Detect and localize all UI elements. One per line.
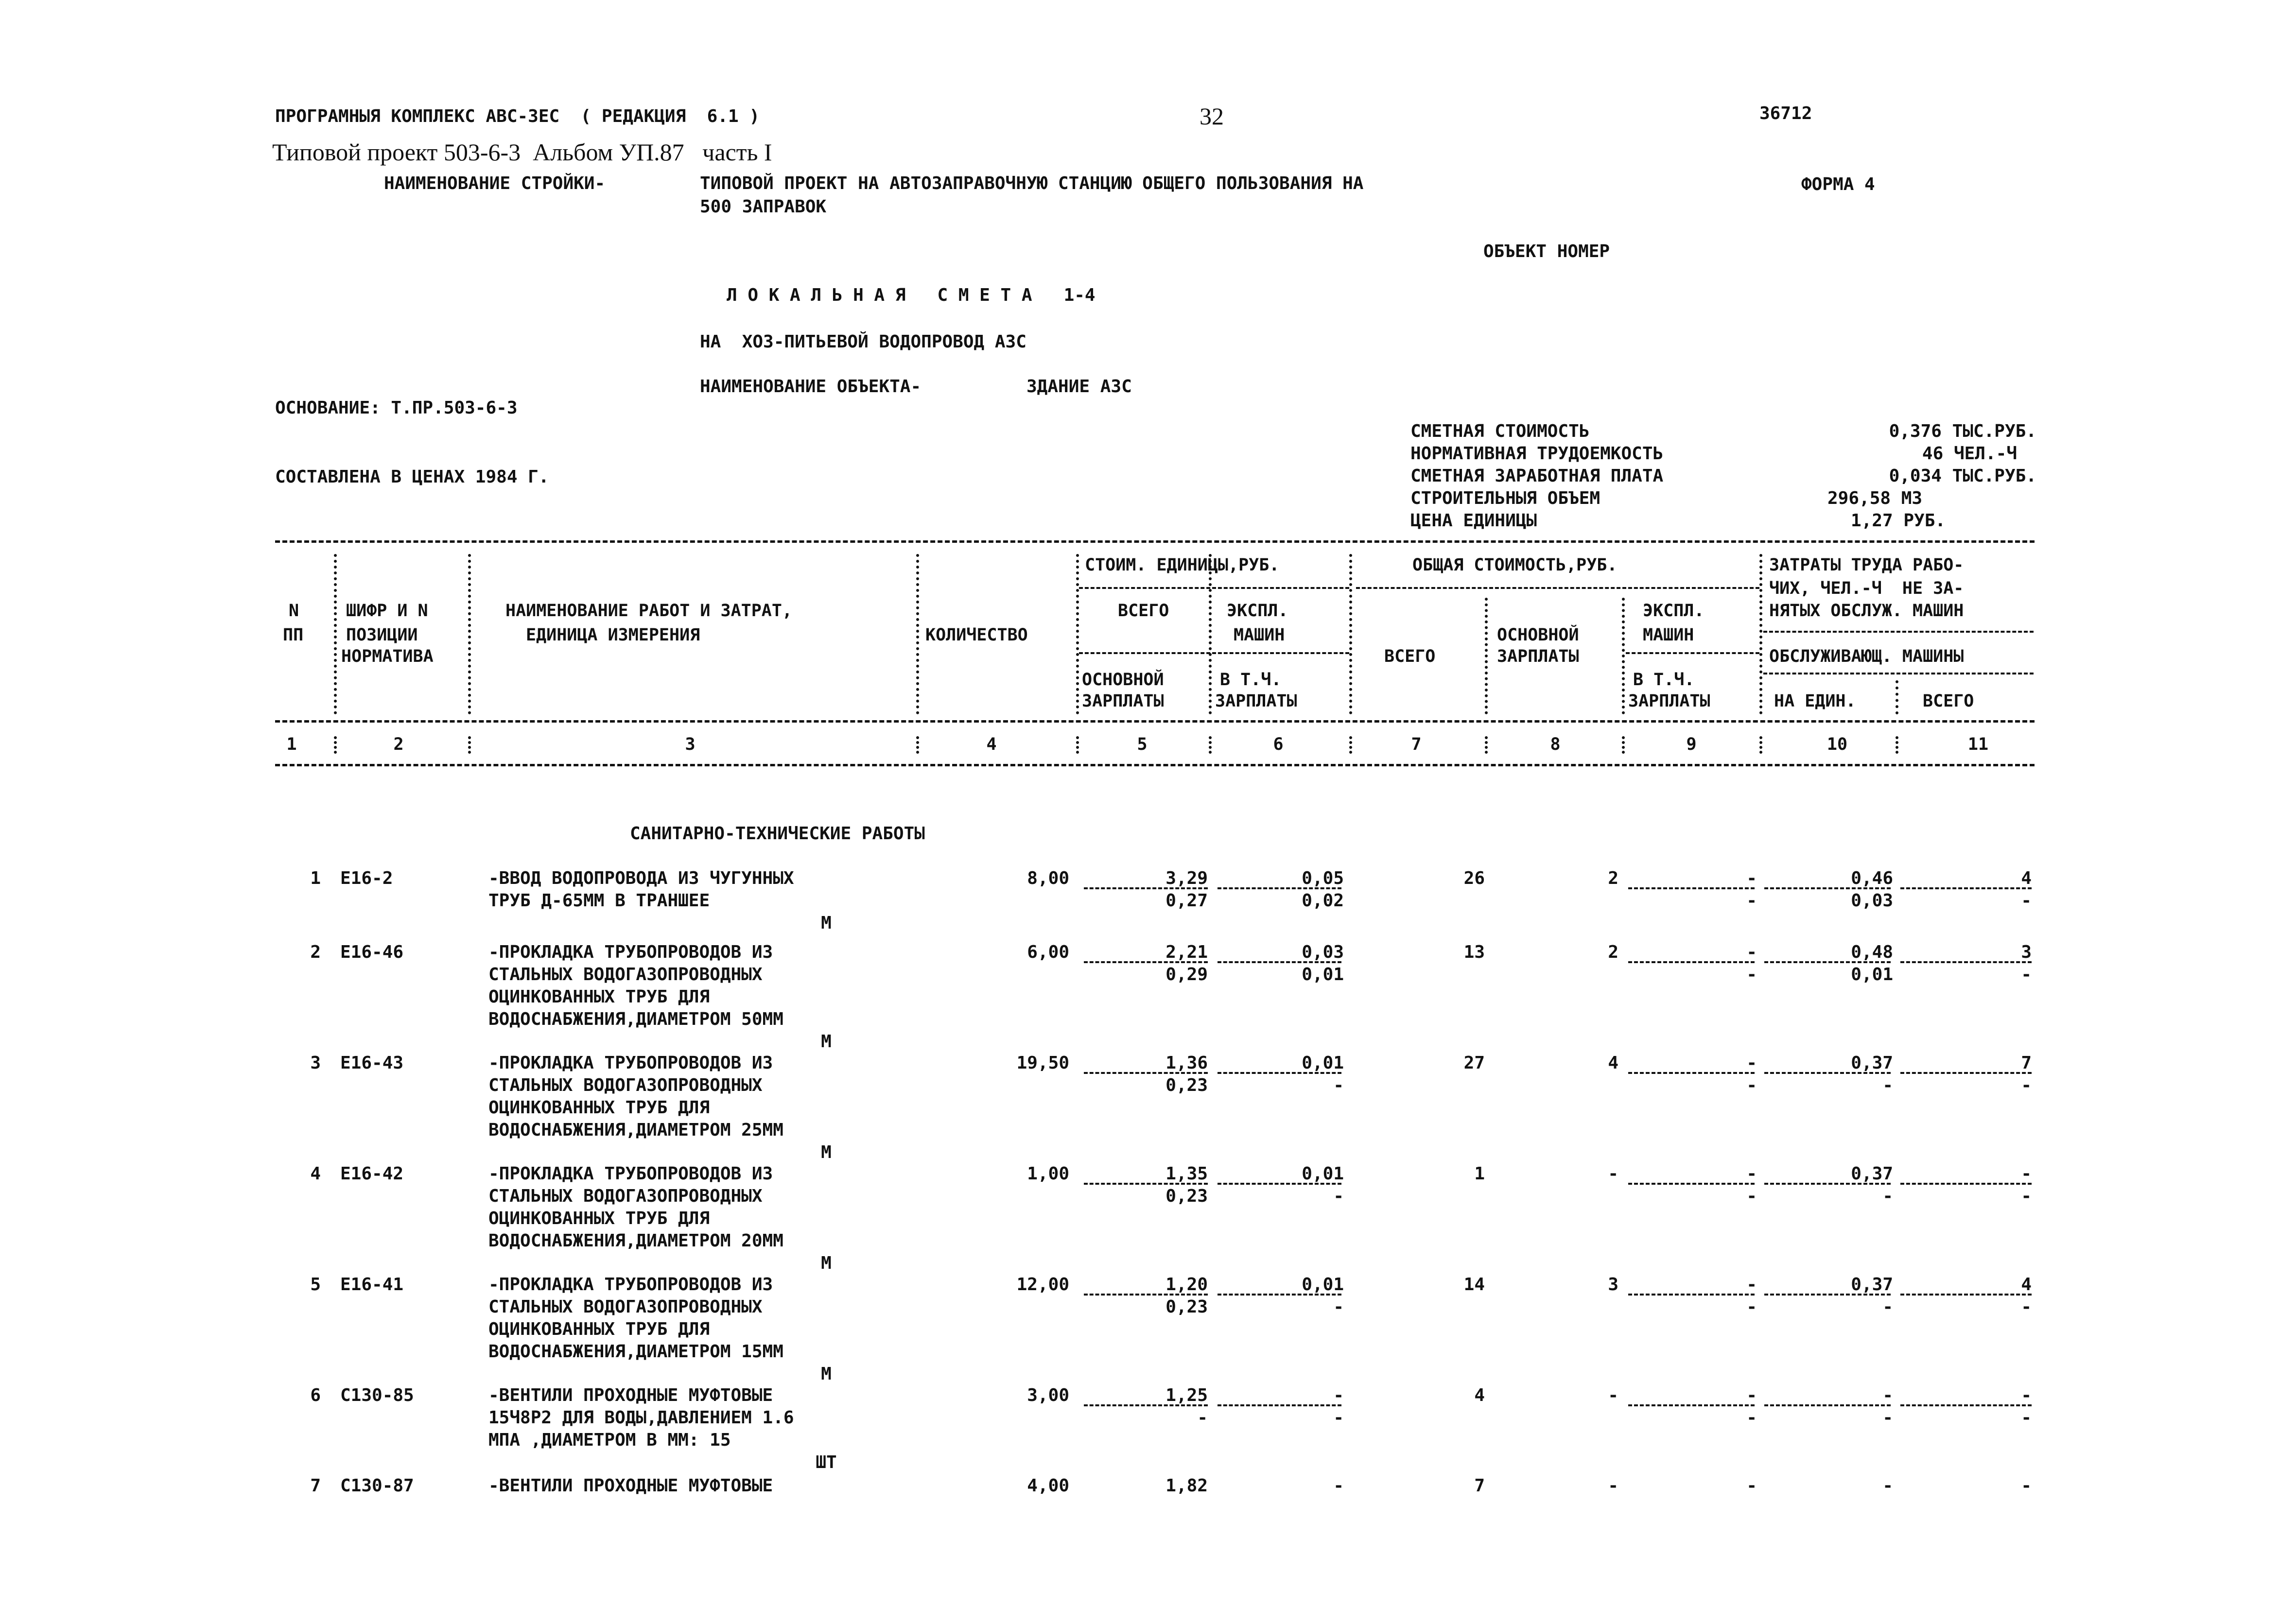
row-name-line: -ПРОКЛАДКА ТРУБОПРОВОДОВ ИЗ [488,942,773,962]
row-number: 2 [310,942,321,962]
summary-label: СТРОИТЕЛЬНЫЯ ОБЪЕМ [1410,488,1600,508]
row-unit: М [821,1253,832,1273]
cell-divider-rule [1218,961,1341,963]
row-name-line: СТАЛЬНЫХ ВОДОГАЗОПРОВОДНЫХ [488,1297,763,1317]
row-unit-total: 1,20 [1165,1275,1208,1295]
row-labor-total: 4 [2021,1275,2032,1295]
header-inner-rule [1356,587,1759,589]
col-n-label: N [289,601,299,621]
cell-divider-rule [1900,1404,2032,1406]
program-name: ПРОГРАМНЫЯ КОМПЛЕКС АВС-ЗЕС ( РЕДАКЦИЯ 6.1 ) [275,106,760,126]
row-name-line: ТРУБ Д-65ММ В ТРАНШЕЕ [488,891,710,911]
row-total-mach: - [1746,1164,1757,1184]
cell-divider-rule [1628,1183,1755,1185]
row-unit-mach: 0,01 [1302,1053,1344,1073]
col-number: 5 [1137,735,1148,754]
col-separator [1076,554,1079,714]
cell-divider-rule [1218,1183,1341,1185]
row-total: 7 [1474,1476,1485,1496]
row-code: С130-87 [340,1476,414,1496]
col-code-label: ПОЗИЦИИ [346,625,418,645]
row-unit-mach: - [1333,1476,1344,1496]
row-quantity: 1,00 [1027,1164,1069,1184]
row-quantity: 19,50 [1016,1053,1069,1073]
row-total-wage: 3 [1608,1275,1618,1295]
col-number: 4 [986,735,997,754]
cell-divider-rule [1900,1294,2032,1296]
row-unit-total: 1,36 [1165,1053,1208,1073]
document-number: 36712 [1759,104,1812,123]
cell-divider-rule [1764,961,1891,963]
cell-divider-rule [1900,961,2032,963]
col-number: 6 [1273,735,1284,754]
row-unit-incl: - [1333,1186,1344,1206]
row-quantity: 4,00 [1027,1476,1069,1496]
row-unit-mach: 0,05 [1302,868,1344,888]
row-unit: ШТ [816,1452,837,1472]
estimate-subtitle: НА ХОЗ-ПИТЬЕВОЙ ВОДОПРОВОД АЗС [700,332,1026,352]
row-unit-mach: 0,01 [1302,1164,1344,1184]
cell-divider-rule [1084,1183,1208,1185]
row-name-line: -ВЕНТИЛИ ПРОХОДНЫЕ МУФТОВЫЕ [488,1385,773,1405]
row-labor-service-total: - [2021,1186,2032,1206]
row-total-mach: - [1746,1385,1757,1405]
row-unit-incl: - [1333,1075,1344,1095]
header-inner-rule [1763,631,2034,633]
row-labor-total: - [2021,1164,2032,1184]
col-labor-service-label: ОБСЛУЖИВАЮЩ. МАШИНЫ [1769,647,1964,666]
row-unit-incl: 0,02 [1302,891,1344,911]
row-total-mach: - [1746,868,1757,888]
summary-label: ЦЕНА ЕДИНИЦЫ [1410,511,1537,531]
row-code: С130-85 [340,1385,414,1405]
row-name-line: ВОДОСНАБЖЕНИЯ,ДИАМЕТРОМ 15ММ [488,1342,783,1362]
col-separator [1896,736,1898,754]
row-name-line: ОЦИНКОВАННЫХ ТРУБ ДЛЯ [488,1319,710,1339]
col-total-mach-label: ЭКСПЛ. [1643,601,1705,621]
cell-divider-rule [1764,1072,1891,1074]
header-mid-rule [275,720,2035,723]
row-labor-service-per-unit: 0,03 [1851,891,1893,911]
row-name-line: -ПРОКЛАДКА ТРУБОПРОВОДОВ ИЗ [488,1053,773,1073]
row-total-incl: - [1746,891,1757,911]
row-code: Е16-2 [340,868,393,888]
row-name-line: 15Ч8Р2 ДЛЯ ВОДЫ,ДАВЛЕНИЕМ 1.6 [488,1408,794,1428]
cell-divider-rule [1084,1072,1208,1074]
col-number: 3 [685,735,696,754]
row-total: 13 [1463,942,1485,962]
col-separator [1622,598,1625,714]
row-unit-incl: - [1333,1297,1344,1317]
col-separator [916,736,919,754]
price-level: СОСТАВЛЕНА В ЦЕНАХ 1984 Г. [275,467,549,487]
cell-divider-rule [1764,887,1891,889]
row-number: 4 [310,1164,321,1184]
summary-label: СМЕТНАЯ СТОИМОСТЬ [1410,421,1590,441]
row-total-wage: 2 [1608,868,1618,888]
col-labor-label: ЧИХ, ЧЕЛ.-Ч НЕ ЗА- [1769,579,1964,598]
col-total-cost-label: ОБЩАЯ СТОИМОСТЬ,РУБ. [1412,555,1618,575]
cell-divider-rule [1900,1183,2032,1185]
col-number: 7 [1411,735,1422,754]
row-unit: М [821,1364,832,1384]
row-total-wage: 4 [1608,1053,1618,1073]
summary-value: 46 ЧЕЛ.-Ч [1922,444,2017,464]
row-unit-total: 1,82 [1165,1476,1208,1496]
summary-value: 296,58 МЗ [1827,488,1923,508]
row-unit-total: 1,25 [1165,1385,1208,1405]
col-separator [1076,736,1079,754]
cell-divider-rule [1764,1294,1891,1296]
row-total-incl: - [1746,1408,1757,1428]
col-separator [1485,598,1488,714]
row-total-incl: - [1746,1297,1757,1317]
col-unit-cost-label: СТОИМ. ЕДИНИЦЫ,РУБ. [1085,555,1280,575]
row-unit-wage: 0,23 [1165,1297,1208,1317]
col-number: 9 [1686,735,1697,754]
row-labor-service-total: - [2021,965,2032,985]
row-labor-per-unit: - [1882,1476,1893,1496]
construction-label: НАИМЕНОВАНИЕ СТРОЙКИ- [384,173,606,193]
object-label: НАИМЕНОВАНИЕ ОБЪЕКТА- [700,377,922,397]
row-labor-service-total: - [2021,891,2032,911]
estimate-title: Л О К А Л Ь Н А Я С М Е Т А 1-4 [727,285,1096,305]
row-number: 7 [310,1476,321,1496]
row-name-line: ОЦИНКОВАННЫХ ТРУБ ДЛЯ [488,987,710,1007]
col-separator [1209,736,1212,754]
row-name-line: -ПРОКЛАДКА ТРУБОПРОВОДОВ ИЗ [488,1164,773,1184]
row-unit-wage: - [1197,1408,1208,1428]
row-labor-service-per-unit: - [1882,1408,1893,1428]
header-inner-rule [1763,673,2034,674]
cell-divider-rule [1628,1072,1755,1074]
col-separator [1759,554,1762,714]
row-total-incl: - [1746,1186,1757,1206]
cell-divider-rule [1764,1404,1891,1406]
row-code: Е16-41 [340,1275,404,1295]
col-separator [916,554,919,714]
summary-label: СМЕТНАЯ ЗАРАБОТНАЯ ПЛАТА [1410,466,1664,486]
col-labor-label: ЗАТРАТЫ ТРУДА РАБО- [1769,555,1964,575]
row-labor-service-total: - [2021,1297,2032,1317]
row-total: 1 [1474,1164,1485,1184]
row-total-wage: - [1608,1476,1618,1496]
cell-divider-rule [1084,887,1208,889]
row-name-line: -ВВОД ВОДОПРОВОДА ИЗ ЧУГУННЫХ [488,868,794,888]
construction-name-line-1: ТИПОВОЙ ПРОЕКТ НА АВТОЗАПРАВОЧНУЮ СТАНЦИЮ ОБЩЕГО ПОЛЬЗОВАНИЯ НА [700,173,1364,193]
object-name: ЗДАНИЕ АЗС [1026,377,1132,397]
row-total-wage: 2 [1608,942,1618,962]
row-name-line: МПА ,ДИАМЕТРОМ В ММ: 15 [488,1430,731,1450]
row-name-line: ВОДОСНАБЖЕНИЯ,ДИАМЕТРОМ 25ММ [488,1120,783,1140]
row-unit: М [821,1142,832,1162]
col-unit-total-label: ВСЕГО [1118,601,1169,621]
row-labor-total: 7 [2021,1053,2032,1073]
summary-label: НОРМАТИВНАЯ ТРУДОЕМКОСТЬ [1410,444,1664,464]
row-code: Е16-43 [340,1053,404,1073]
row-unit-total: 1,35 [1165,1164,1208,1184]
header-bottom-rule [275,764,2035,766]
row-name-line: СТАЛЬНЫХ ВОДОГАЗОПРОВОДНЫХ [488,1186,763,1206]
col-total-wage-label: ОСНОВНОЙ [1497,625,1579,645]
object-number-label: ОБЪЕКТ НОМЕР [1483,242,1610,261]
row-labor-service-per-unit: - [1882,1186,1893,1206]
row-total-mach: - [1746,1053,1757,1073]
header-inner-rule [1626,652,1759,654]
cell-divider-rule [1218,1404,1341,1406]
row-quantity: 12,00 [1016,1275,1069,1295]
row-total-wage: - [1608,1164,1618,1184]
row-total-incl: - [1746,1075,1757,1095]
header-inner-rule [1079,587,1349,589]
row-total-wage: - [1608,1385,1618,1405]
row-unit: М [821,913,832,933]
col-unit-mach-label: МАШИН [1234,625,1285,645]
col-number: 11 [1967,735,1989,754]
summary-value: 0,034 ТЫС.РУБ. [1889,466,2036,486]
col-unit-wage-label: ЗАРПЛАТЫ [1082,691,1164,711]
row-labor-per-unit: 0,37 [1851,1275,1893,1295]
row-unit-wage: 0,27 [1165,891,1208,911]
row-unit-wage: 0,23 [1165,1075,1208,1095]
row-total: 14 [1463,1275,1485,1295]
col-total-wage-label: ЗАРПЛАТЫ [1497,647,1579,666]
row-name-line: СТАЛЬНЫХ ВОДОГАЗОПРОВОДНЫХ [488,1075,763,1095]
cell-divider-rule [1628,887,1755,889]
page-number: 32 [1200,103,1224,130]
row-unit: М [821,1032,832,1052]
row-total-mach: - [1746,1476,1757,1496]
col-total-incl-label: ЗАРПЛАТЫ [1628,691,1710,711]
col-separator [334,736,337,754]
col-separator [1896,680,1898,714]
col-per-unit-label: НА ЕДИН. [1774,691,1856,711]
cell-divider-rule [1084,1294,1208,1296]
col-qty-label: КОЛИЧЕСТВО [925,625,1028,645]
cell-divider-rule [1218,1294,1341,1296]
col-unit-mach-label: ЭКСПЛ. [1227,601,1288,621]
construction-name-line-2: 500 ЗАПРАВОК [700,197,827,217]
row-total: 26 [1463,868,1485,888]
row-quantity: 6,00 [1027,942,1069,962]
row-total-mach: - [1746,1275,1757,1295]
row-unit-incl: 0,01 [1302,965,1344,985]
col-pp-label: ПП [283,625,304,645]
cell-divider-rule [1628,961,1755,963]
row-labor-service-per-unit: 0,01 [1851,965,1893,985]
col-unit-wage-label: ОСНОВНОЙ [1082,670,1164,690]
cell-divider-rule [1084,961,1208,963]
col-name-label: ЕДИНИЦА ИЗМЕРЕНИЯ [526,625,700,645]
col-code-label: ШИФР И N [346,601,428,621]
col-total-all-label: ВСЕГО [1384,647,1436,666]
row-unit-incl: - [1333,1408,1344,1428]
col-separator [468,554,471,714]
row-labor-per-unit: - [1882,1385,1893,1405]
basis: ОСНОВАНИЕ: Т.ПР.503-6-3 [275,398,518,418]
row-name-line: ОЦИНКОВАННЫХ ТРУБ ДЛЯ [488,1209,710,1228]
col-number: 1 [286,735,297,754]
row-total: 4 [1474,1385,1485,1405]
row-labor-service-total: - [2021,1408,2032,1428]
col-number: 8 [1550,735,1561,754]
row-unit-mach: - [1333,1385,1344,1405]
row-number: 1 [310,868,321,888]
col-separator [1209,554,1212,714]
header-top-rule [275,540,2035,543]
row-unit-mach: 0,01 [1302,1275,1344,1295]
row-name-line: ВОДОСНАБЖЕНИЯ,ДИАМЕТРОМ 20ММ [488,1231,783,1251]
col-separator [1349,736,1352,754]
row-name-line: СТАЛЬНЫХ ВОДОГАЗОПРОВОДНЫХ [488,965,763,985]
col-labor-label: НЯТЫХ ОБСЛУЖ. МАШИН [1769,601,1964,621]
row-labor-service-per-unit: - [1882,1297,1893,1317]
summary-value: 1,27 РУБ. [1851,511,1946,531]
cell-divider-rule [1900,887,2032,889]
col-separator [334,554,337,714]
col-number: 10 [1826,735,1848,754]
col-name-label: НАИМЕНОВАНИЕ РАБОТ И ЗАТРАТ, [505,601,793,621]
col-total-incl-label: В Т.Ч. [1633,670,1695,690]
col-unit-incl-label: ЗАРПЛАТЫ [1215,691,1297,711]
row-name-line: -ПРОКЛАДКА ТРУБОПРОВОДОВ ИЗ [488,1275,773,1295]
cell-divider-rule [1628,1404,1755,1406]
col-separator [468,736,471,754]
row-unit-wage: 0,29 [1165,965,1208,985]
cell-divider-rule [1218,1072,1341,1074]
header-inner-rule [1079,652,1349,654]
row-name-line: -ВЕНТИЛИ ПРОХОДНЫЕ МУФТОВЫЕ [488,1476,773,1496]
col-number: 2 [393,735,404,754]
row-code: Е16-46 [340,942,404,962]
row-number: 5 [310,1275,321,1295]
row-name-line: ВОДОСНАБЖЕНИЯ,ДИАМЕТРОМ 50ММ [488,1009,783,1029]
project-line: Типовой проект 503-6-3 Альбом УП.87 часть I [272,138,772,166]
row-name-line: ОЦИНКОВАННЫХ ТРУБ ДЛЯ [488,1098,710,1118]
col-labor-total-label: ВСЕГО [1923,691,1974,711]
row-labor-service-total: - [2021,1075,2032,1095]
row-total: 27 [1463,1053,1485,1073]
cell-divider-rule [1628,1294,1755,1296]
row-unit-wage: 0,23 [1165,1186,1208,1206]
row-number: 3 [310,1053,321,1073]
col-total-mach-label: МАШИН [1643,625,1694,645]
row-labor-per-unit: 0,46 [1851,868,1893,888]
row-labor-per-unit: 0,48 [1851,942,1893,962]
summary-value: 0,376 ТЫС.РУБ. [1889,421,2036,441]
form-label: ФОРМА 4 [1801,174,1875,194]
col-separator [1622,736,1625,754]
row-total-incl: - [1746,965,1757,985]
col-unit-incl-label: В Т.Ч. [1220,670,1282,690]
row-labor-per-unit: 0,37 [1851,1164,1893,1184]
row-labor-per-unit: 0,37 [1851,1053,1893,1073]
row-labor-total: 3 [2021,942,2032,962]
col-code-label: НОРМАТИВА [341,647,434,666]
col-separator [1485,736,1488,754]
cell-divider-rule [1900,1072,2032,1074]
row-number: 6 [310,1385,321,1405]
row-labor-service-per-unit: - [1882,1075,1893,1095]
section-title: САНИТАРНО-ТЕХНИЧЕСКИЕ РАБОТЫ [630,824,925,844]
row-labor-total: - [2021,1385,2032,1405]
cell-divider-rule [1764,1183,1891,1185]
row-unit-total: 2,21 [1165,942,1208,962]
row-code: Е16-42 [340,1164,404,1184]
cell-divider-rule [1218,887,1341,889]
col-separator [1759,736,1762,754]
row-quantity: 8,00 [1027,868,1069,888]
row-labor-total: 4 [2021,868,2032,888]
col-separator [1349,554,1352,714]
cell-divider-rule [1084,1404,1208,1406]
row-quantity: 3,00 [1027,1385,1069,1405]
row-unit-total: 3,29 [1165,868,1208,888]
row-unit-mach: 0,03 [1302,942,1344,962]
row-total-mach: - [1746,942,1757,962]
row-labor-total: - [2021,1476,2032,1496]
